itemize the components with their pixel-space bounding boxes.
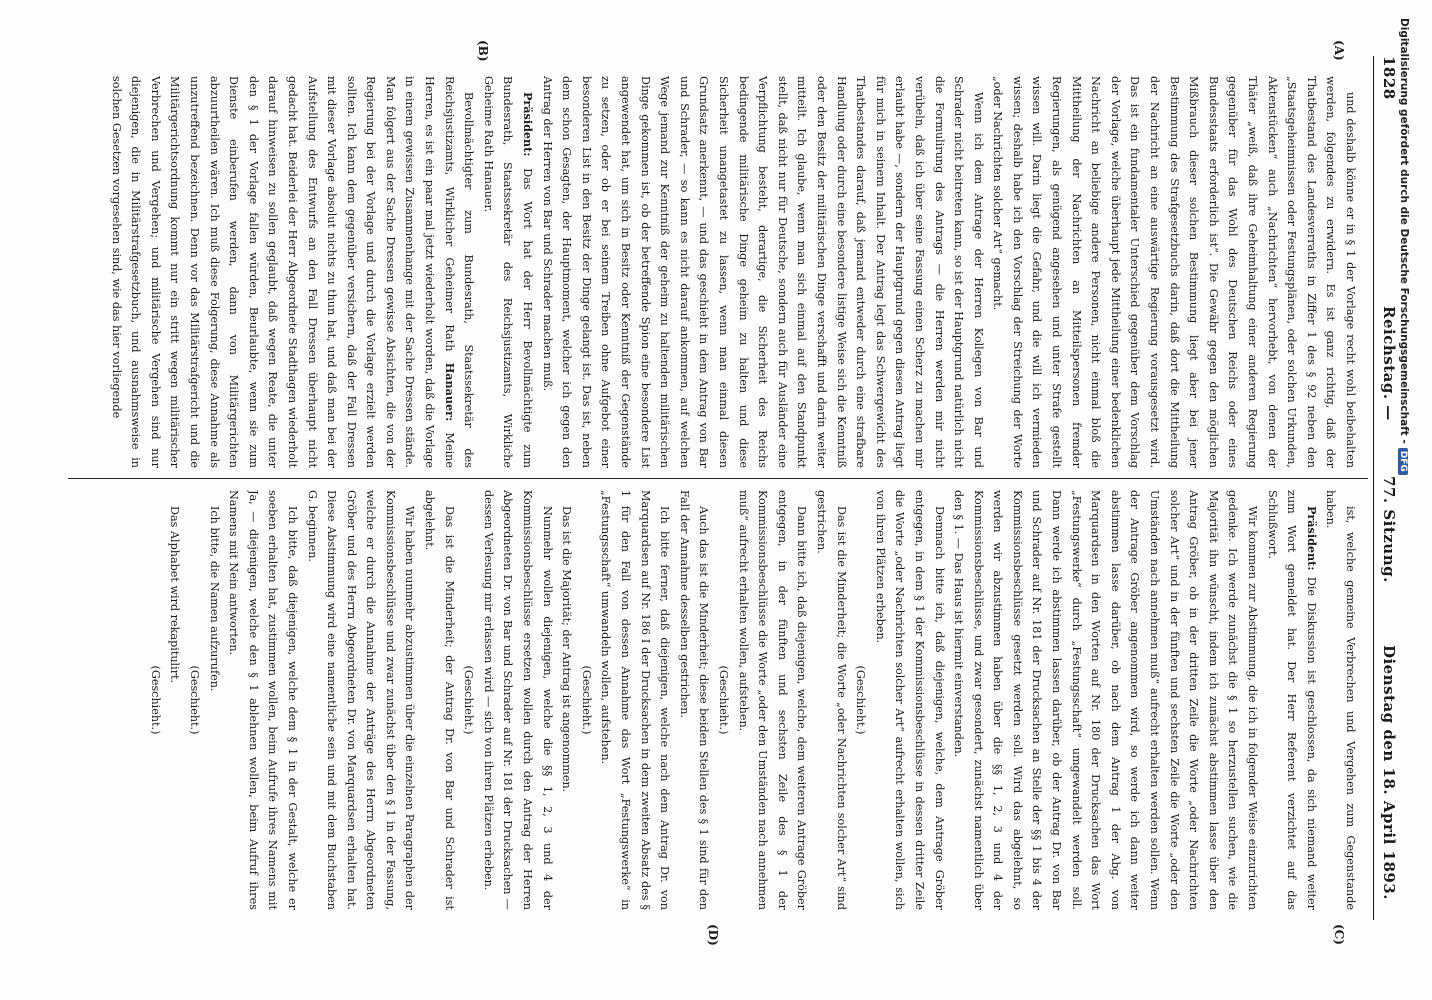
dfg-logo: DFG bbox=[1398, 448, 1408, 475]
page-number: 1828 bbox=[1380, 56, 1398, 100]
paragraph: Präsident: Das Wort hat der Herr Bevollmächtigte zum Bundesrath, Staatssekretär des Reichsjustizamts, Wirkliche Geheime Rath Hanauer. bbox=[481, 76, 536, 468]
paragraph: Ich bitte, die Namen aufzurufen. bbox=[207, 506, 221, 692]
header-session: 77. Sitzung. bbox=[1380, 476, 1398, 583]
paragraph: Präsident: Die Diskussion ist geschlossen, da sich niemand weiter zum Wort gemeldet hat. Der Herr Referent verzichtet auf das Schlußwort. bbox=[1265, 490, 1319, 910]
credit-text: Digitalisierung gefördert durch die Deutsche Forschungsgemeinschaft - bbox=[1398, 18, 1410, 444]
margin-label-b: (B) bbox=[476, 40, 490, 62]
header-title: Reichstag. — bbox=[1380, 306, 1398, 421]
right-column bbox=[70, 490, 1360, 910]
paragraph: Ich bitte ferner, daß diejenigen, welche nach dem Antrag Dr. von Marquardsen auf Nr. 186 I der Drucksachen in dem zweiten Absatz des § 1 für den Fall von dessen Annahme das Wort „Festungswerke“ in „Festungsschaft“ umwandeln wollen, aufstehen. bbox=[599, 490, 672, 910]
left-column bbox=[70, 76, 1360, 468]
paragraph: (Geschieht.) bbox=[854, 665, 868, 735]
paragraph: Bevollmächtigter zum Bundesrath, Staatssekretär des Reichsjustizamts, Wirklicher Geheimer Rath Hanauer: Meine Herren, es ist ein paar mal jetzt wiederholt worden, daß die Vorlage in einem gewissen Zusammenhange mit der Sache Dressen stände. Man folgert aus der Sache Dressen gewisse Absichten, die von der Regierung bei der Vorlage und durch die Vorlage erzielt werden sollten. Ich kann dem gegenüber versichern, daß der Fall Dressen mit dieser Vorlage absolut nichts zu thun hat, und daß man bei der Aufstellung des Entwurfs an den Fall Dressen überhaupt nicht gedacht hat. Beiderlei der Herr Abgeordnete Stadthagen wiederholt darauf hinweisen zu sollen geglaubt, daß wegen Reate, die unter den § 1 der Vorlage fallen würden, Beurlaubte, wenn sie zum Dienste einberufen werden, dann von Militärgerichten abzuurtheilen wären. Ich muß diese Folgerung, diese Annahme als unzutreffend bezeichnen. Denn vor das Militärstrafgericht und die Militärgerichtsordnung kommt nur ein stritt wegen militärischer Verbrechen und Vergehen; und militärische Vergehen sind nur diejenigen, die in Militärstrafgesetzbuch, und ausnahmsweise in solchen Gesetzen vorgesehen sind, wie das hier vorliegende bbox=[109, 76, 476, 468]
paragraph: Wir haben nunmehr abzustimmen über die einzelnen Paragraphen der Kommissionsbeschlüsse und zwar zunächst über den § 1 in der Fassung, welche er durch die Annahme der Anträge des Herrn Abgeordneten Gröber und des Herrn Abgeordneten Dr. von Marquardsen erhalten hat. Diese Abstimmung wird eine namentliche sein und mit dem Buchstaben G. beginnen. bbox=[305, 490, 417, 910]
paragraph: (Geschieht.) bbox=[717, 665, 730, 735]
paragraph: Wenn ich dem Antrage der Herren Kollegen von Bar und Schrader nicht beitreten kann, so ist der Hauptgrund natürlich nicht die Formulirung des Antrags — die Herren werden mir nicht verübeln, daß ich über seine Fassung einen Scherz zu machen mir erlaubt habe —, sondern der Hauptgrund gegen diesen Antrag liegt für mich in seinem Inhalt. Der Antrag legt das Schwergewicht des Thatbestandes darauf, daß jemand entweder durch eine strafbare Handlung oder durch eine besondere listige Weise sich die Kenntniß oder den Besitz der militärischen Dinge verschafft und darin weiter mitteilt. Ich glaube, wenn man sich einmal auf den Standpunkt stellt, daß nicht nur für Deutsche, sondern auch für Ausländer eine Verpflichtung besteht, derartige, die Sicherheit des Reichs bedingende militärische Dinge geheim zu halten und diese Sicherheit unangetastet zu lassen, wenn man einmal diesen Grundsatz anerkennt, — und das geschieht in dem Antrag von Bar und Schrader, — so kann es nicht darauf ankommen, auf welchen Wege jemand zur Kenntniß der geheim zu haltenden militärischen Dinge gekommen ist, ob der betreffende Spion eine besondere List angewendet hat, um sich in Besitz oder Kenntniß der Gegenstände zu setzen, oder ob er bei seinem Treiben ohne Aufgebot einer besonderen List in den Besitz der Dinge gelangt ist. Das ist, neben dem schon Gesagten, der Hauptmoment, welcher ich gegen den Antrag der Herren von Bar und Schrader machen muß. bbox=[540, 76, 985, 468]
paragraph: Dann bitte ich, daß diejenigen, welche, dem weiteren Antrage Gröber entgegen, in der fünften und sechsten Zeile des § 1 der Kommissionsbeschlüsse die Worte „oder den Umständen nach annehmen muß“ aufrecht erhalten wollen, aufstehen. bbox=[736, 490, 809, 910]
margin-label-c: (C) bbox=[1332, 924, 1346, 945]
paragraph: (Geschieht.) bbox=[187, 665, 201, 735]
paragraph: Das ist die Minderheit; die Worte „oder Nachrichten solcher Art“ sind gestrichen. bbox=[814, 490, 848, 910]
paragraph: Ich bitte, daß diejenigen, welche dem § 1 in der Gestalt, welche er soeben erhalten hat, zustimmen wollen, beim Aufrufe ihres Namens mit Ja, — diejenigen, welche den § 1 ablehnen wollen, beim Aufruf ihres Namens mit Nein antworten. bbox=[227, 490, 299, 910]
paragraph: Das Alphabet wird rekapitulirt. bbox=[168, 506, 182, 684]
paragraph: Auch das ist die Minderheit; diese beiden Stellen des § 1 sind für den Fall der Annahme desselben gestrichen. bbox=[677, 490, 711, 910]
paragraph: (Geschieht.) bbox=[148, 665, 162, 735]
paragraph: Das ist die Majorität; der Antrag ist angenommen. bbox=[560, 506, 574, 793]
paragraph: Nunmehr wollen diejenigen, welche die §§ 1, 2, 3 und 4 der Kommissionsbeschlüsse ersetzen wollen durch den Antrag der Herren Abgeordneten Dr. von Bar und Schrader auf Nr. 181 der Drucksachen — dessen Verlesung mir erlassen wird — sich von ihren Plätzen erheben. bbox=[481, 490, 554, 910]
column-divider bbox=[68, 478, 1368, 479]
margin-label-d: (D) bbox=[706, 924, 720, 946]
header-date: Dienstag den 18. April 1893. bbox=[1380, 644, 1398, 900]
margin-label-a: (A) bbox=[1332, 40, 1346, 61]
paragraph: Das ist die Minderheit; der Antrag Dr. von Bar und Schrader ist abgelehnt. bbox=[423, 490, 456, 910]
paragraph: (Geschieht.) bbox=[579, 665, 593, 735]
paragraph: ist, welche gemeine Verbrechen und Vergehen zum Gegenstande haben. bbox=[1324, 490, 1357, 910]
digitization-credit bbox=[1392, 18, 1410, 982]
paragraph: (Geschieht.) bbox=[462, 665, 476, 735]
paragraph: und deshalb könne er in § 1 der Vorlage recht wohl beibehalten werden, folgendes zu erwidern. Es ist ganz richtig, daß der Thatbestand des Landesverraths in Ziffer 1 des § 92 neben den „Staatsgeheimnissen oder Festungsplänen, oder solchen Urkunden, Aktenstücken“ auch „Nachrichten“ hervorhebt, von denen der Thäter „weiß, daß ihre Geheimhaltung einer anderen Regierung gegenüber für das Wohl des Deutschen Reichs oder eines Bundesstaats erforderlich ist“. Die Gewähr gegen den möglichen Mißbrauch dieser solchen Bestimmung liegt aber bei jener Bestimmung des Strafgesetzbuchs darin, daß dort die Mittheilung der Nachricht an eine auswärtige Regierung vorausgesetzt wird. Das ist ein fundamentaler Unterschied gegenüber dem Vorschlag der Vorlage, welche überhaupt jede Mittheilung einer bedenklichen Nachricht an beliebige andere Personen, nicht einmal bloß die Mittheilung der Nachrichten an Mitteilspersonen fremder Regierungen, als genügend angesehen und unter Strafe gestellt wissen will. Darin liegt die Gefahr, und die will ich vermieden wissen; deshalb habe ich den Vorschlag der Streichung der Worte „oder Nachrichten solcher Art“ gemacht. bbox=[991, 76, 1357, 468]
paragraph: Wir kommen zur Abstimmung, die ich in folgender Weise einzurichten gedenke. Ich werde zunächst die § 1 so herzustellen suchen, wie die Majorität ihn wünscht, indem ich zunächst abstimmen lasse über den Antrag Gröber, ob in der dritten Zeile die Worte „oder Nachrichten solcher Art“ und in der fünften und sechsten Zeile die Worte „oder den Umständen nach annehmen muß“ aufrecht erhalten werden sollen. Wenn der Antrage Gröber angenommen wird, so werde ich dann weiter abstimmen lasse darüber, ob nach dem Antrag 1 der Abg. von Marquardsen in den Worten auf Nr. 180 der Drucksachen das Wort „Festungswerke“ durch „Festungsschaft“ umgewandelt werden soll. Dann werde ich abstimmen lassen darüber, ob der Antrag Dr. von Bar und Schrader auf Nr. 181 der Drucksachen an Stelle der §§ 1 bis 4 der Kommissionsbeschlüsse gesetzt werden soll. Wird das abgelehnt, so werden wir abzustimmen haben über die §§ 1, 2, 3 und 4 der Kommissionsbeschlüsse, und zwar gesondert, zunächst namentlich über den § 1. — Das Haus ist hiermit einverstanden. bbox=[952, 490, 1260, 910]
paragraph: Demnach bitte ich, daß diejenigen, welche, dem Antrage Gröber entgegen, in dem § 1 der Kommissionsbeschlüsse in dessen dritter Zeile die Worte „oder Nachrichten solcher Art“ aufrecht erhalten wollen, sich von ihren Plätzen erheben. bbox=[873, 490, 946, 910]
